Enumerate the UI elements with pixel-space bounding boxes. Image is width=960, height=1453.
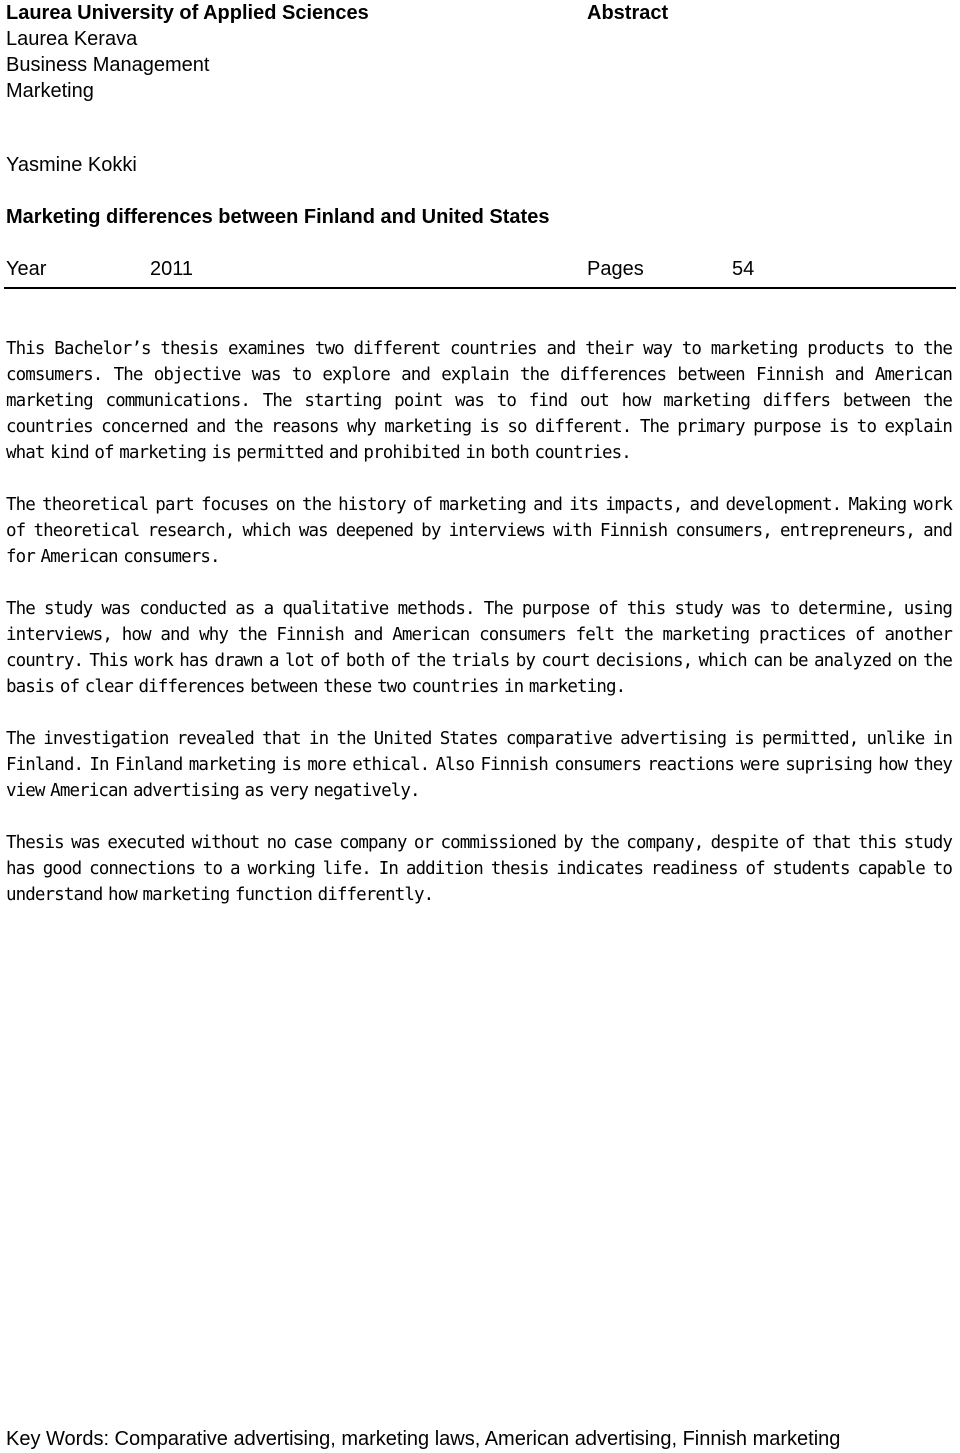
year-value: 2011	[150, 258, 194, 280]
abstract-paragraph: The study was conducted as a qualitative methods. The purpose of this study was to determine, using interviews, how and why the Finnish and American consumers felt the marketing practices of another country. This work has drawn a lot of both of the trials by court decisions, which can be analyzed on the basis of clear differences between these two countries in marketing.	[6, 599, 952, 697]
author-name: Yasmine Kokki	[6, 154, 137, 176]
year-label: Year	[6, 258, 47, 280]
abstract-paragraph: This Bachelor’s thesis examines two different countries and their way to marketing products to the comsumers. The objective was to explore and explain the differences between Finnish and American marketing communications. The starting point was to find out how marketing differs between the countries concerned and the reasons why marketing is so different. The primary purpose is to explain what kind of marketing is permitted and prohibited in both countries.	[6, 339, 952, 463]
abstract-paragraph: Thesis was executed without no case company or commissioned by the company, despite of that this study has good connections to a working life. In addition thesis indicates readiness of students capable to understand how marketing function differently.	[6, 833, 952, 905]
abstract-paragraph: The investigation revealed that in the United States comparative advertising is permitted, unlike in Finland. In Finland marketing is more ethical. Also Finnish consumers reactions were suprising how they view American advertising as very negatively.	[6, 729, 952, 801]
abstract-heading: Abstract	[587, 2, 669, 24]
header-block	[6, 0, 946, 104]
keywords-line: Key Words: Comparative advertising, marketing laws, American advertising, Finnish marketing	[6, 1428, 841, 1450]
pages-value: 54	[732, 258, 755, 280]
thesis-title: Marketing differences between Finland and United States	[6, 206, 550, 228]
campus-name: Laurea Kerava	[6, 28, 138, 50]
header-divider	[4, 287, 956, 289]
abstract-body	[6, 336, 952, 934]
abstract-paragraph: The theoretical part focuses on the history of marketing and its impacts, and development. Making work of theoretical research, which was deepened by interviews with Finnish consumers, entrepreneurs, and for American consumers.	[6, 495, 952, 567]
pages-label: Pages	[587, 258, 644, 280]
specialization: Marketing	[6, 80, 94, 102]
degree-program: Business Management	[6, 54, 210, 76]
university-name: Laurea University of Applied Sciences	[6, 2, 369, 24]
